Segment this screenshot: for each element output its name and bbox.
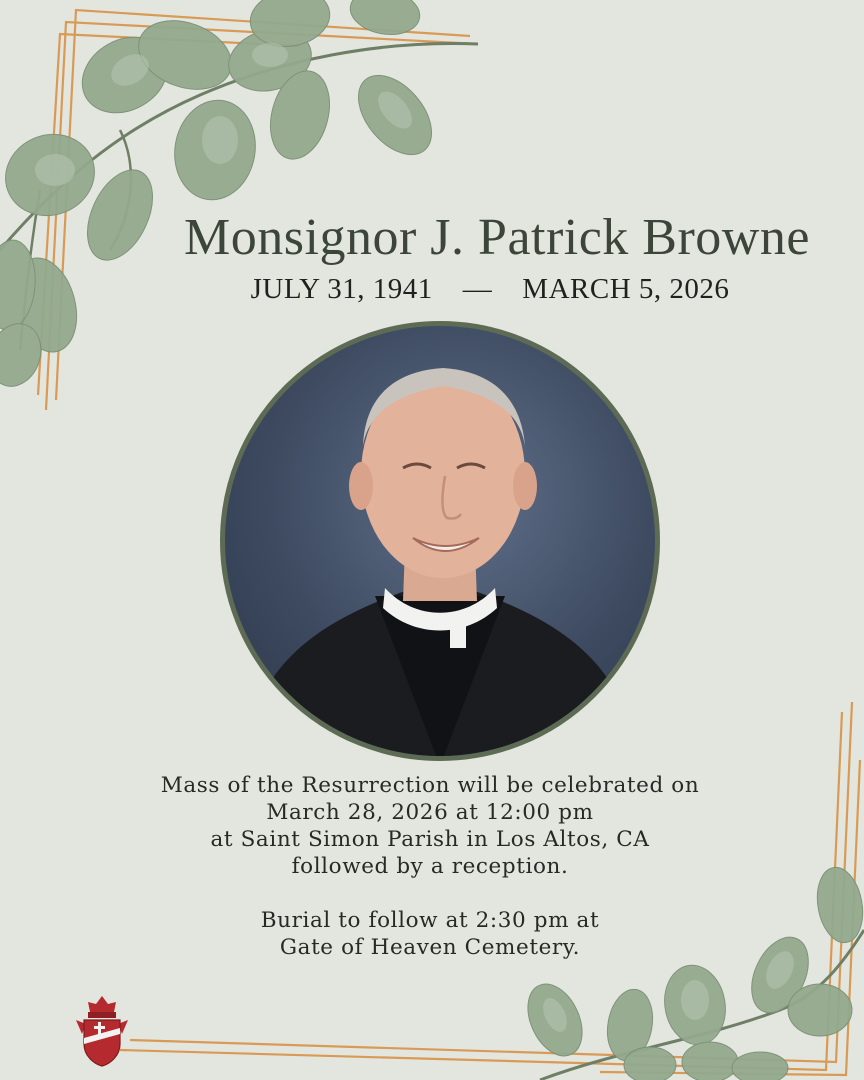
service-line-3: at Saint Simon Parish in Los Altos, CA: [210, 827, 650, 852]
spacer: [100, 880, 760, 907]
burial-line-1: Burial to follow at 2:30 pm at: [260, 908, 600, 933]
service-line-2: March 28, 2026 at 12:00 pm: [266, 800, 594, 825]
priest-portrait-illustration: [225, 326, 655, 756]
diocese-crest-icon: [72, 994, 132, 1068]
life-dates: [150, 273, 830, 306]
service-line-4: followed by a reception.: [291, 854, 569, 879]
portrait-photo: [220, 321, 660, 761]
service-details: [100, 772, 760, 961]
death-date: MARCH 5, 2026: [522, 273, 730, 305]
burial-line-2: Gate of Heaven Cemetery.: [279, 935, 581, 960]
date-separator: —: [462, 273, 493, 305]
service-line-1: Mass of the Resurrection will be celebrated on: [160, 773, 700, 798]
birth-date: JULY 31, 1941: [250, 273, 433, 305]
memorial-name: Monsignor J. Patrick Browne: [184, 209, 810, 266]
